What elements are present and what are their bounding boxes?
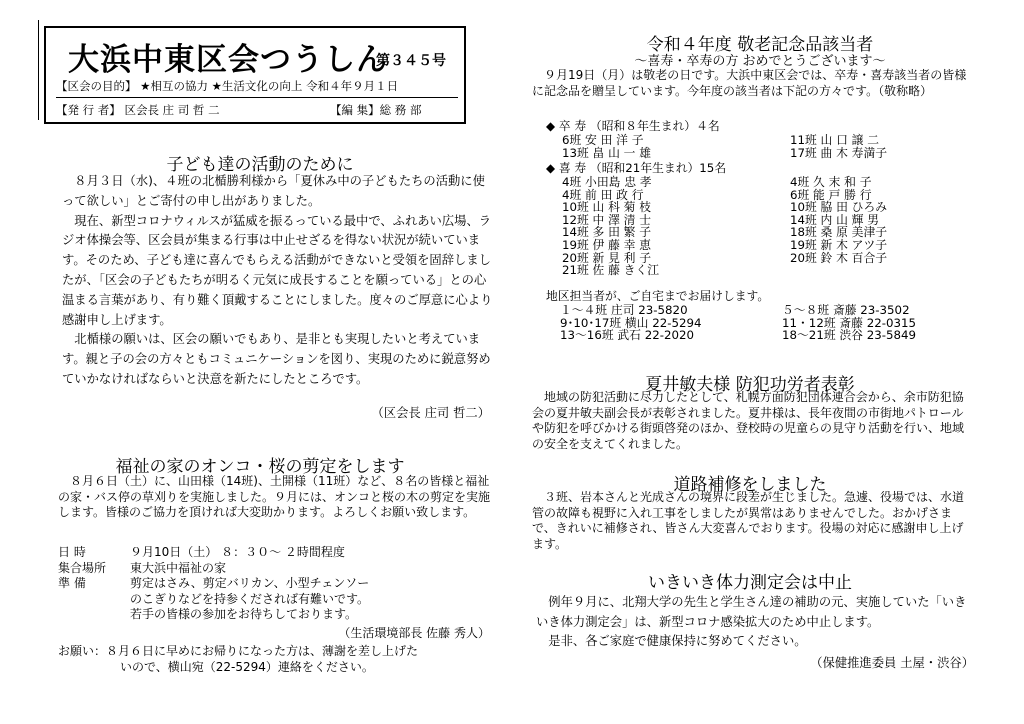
contact: ５～８班 斎藤 23-3502: [782, 303, 910, 317]
respect-intro: ９月19日（月）は敬老の日です。大浜中東区会では、卒寿・喜寿該当者の皆様に記念品を贈呈しています。今年度の該当者は下記の方々です。（敬称略）: [532, 68, 967, 98]
sotsuju-table: [562, 134, 887, 159]
detail-value: ９月10日（土） ８：３０～ ２時間程度: [130, 545, 345, 559]
children-body: [62, 172, 496, 390]
detail-label: 日 時: [58, 545, 86, 559]
road-para: ３班、岩本さんと光成さんの境界に段差が生じました。急遽、役場では、水道管の故障も視野に入れ工事をしましたが異常はありませんでした。おかげさまで、きれいに補修され、皆さん大変喜んでおります。役場の対応に感謝申し上げます。: [532, 490, 965, 551]
crime-para: 地域の防犯活動に尽力したとして、札幌方面防犯団体連合会から、余市防犯協会の夏井敏夫副会長が表彰されました。夏井様は、長年夜間の市街地パトロールや防犯を呼びかける街頭啓発のほか、登校時の児童らの見守り活動を行い、地域の安全を支えてくれました。: [532, 390, 965, 451]
contact: １～４班 庄司 23-5820: [560, 303, 688, 317]
delivery-note: 地区担当者が、ご自宅までお届けします。: [546, 289, 770, 303]
honoree: 4班 小田島 忠 孝: [562, 175, 652, 189]
pruning-para: ８月６日（土）に、山田様（14班)、土開様（11班）など、８名の皆様と福祉の家・バス停の草刈りを実施しました。９月には、オンコと桜の木の剪定を実施します。皆様のご協力を頂ければ大変助かります。よろしくお願い致します。: [58, 474, 491, 519]
honoree: 10班 脇 田 ひろみ: [790, 200, 888, 215]
honoree: 4班 前 田 政 行: [562, 187, 644, 202]
honoree: 21班 佐 藤 きく江: [562, 263, 660, 278]
children-para-3: 北楯様の願いは、区会の願いでもあり、是非とも実現したいと考えています。親と子の会の方々ともコミュニケーションを図り、実現のために鋭意努めていかなければならいと決意を新たにしたところです。: [62, 332, 491, 386]
table-row: [562, 201, 887, 214]
masthead-editor: 【編 集】総 務 部: [330, 103, 422, 117]
table-row: [562, 264, 887, 277]
detail-value: 剪定はさみ、剪定バリカン、小型チェンソー: [130, 576, 370, 590]
request-line-2: いので、横山宛（22-5294）連絡をください。: [120, 659, 374, 674]
fitness-para-2: 是非、各ご家庭で健康保持に努めてください。: [548, 634, 807, 648]
fitness-para-1: 例年９月に、北翔大学の先生と学生さん達の補助の元、実施していた「いきいき体力測定会」は、新型コロナ感染拡大のため中止します。: [536, 595, 967, 629]
honoree: 14班 内 山 輝 男: [790, 212, 879, 227]
respect-heading: 令和４年度 敬老記念品該当者: [646, 35, 874, 55]
contacts-table: [560, 304, 916, 342]
crime-heading: 夏井敏夫様 防犯功労者表彰: [645, 375, 855, 395]
detail-label: 準 備: [58, 576, 86, 590]
honoree: 6班 能 戸 勝 行: [790, 187, 872, 202]
honoree: 12班 中 澤 清 士: [562, 212, 651, 227]
kiju-label: ◆ 喜 寿 （昭和21年生まれ）15名: [546, 161, 727, 175]
masthead-purpose: 【区会の目的】 ★相互の協力 ★生活文化の向上 令和４年９月１日: [56, 79, 399, 93]
honoree: 4班 久 末 和 子: [790, 175, 872, 189]
pruning-request: [58, 644, 498, 675]
road-heading: 道路補修をしました: [673, 475, 827, 495]
contact: 11・12班 斎藤 22-0315: [782, 315, 916, 330]
honoree: [790, 264, 887, 277]
table-row: [562, 147, 887, 160]
newsletter-title: 大浜中東区会つうしん: [68, 42, 388, 78]
table-row: [562, 176, 887, 189]
honoree: 17班 曲 木 寿満子: [790, 145, 888, 160]
children-para-2: 現在、新型コロナウィルスが猛威を振るっている最中で、ふれあい広場、ラジオ体操会等、区会員が集まる行事は中止せざるを得ない状況が続いています。そのため、子ども達に喜んでもらえる活動ができないと受領を固辞しましたが、「区会の子どもたちが明るく元気に成長することを願っている」との心温まる言葉があり、有り難く頂戴することにしました。度々のご厚意に心より感謝申し上げます。: [62, 213, 493, 327]
fitness-heading: いきいき体力測定会は中止: [648, 573, 852, 593]
contact: 18～21班 渋谷 23-5849: [782, 328, 916, 343]
fitness-signature: （保健推進委員 土屋・渋谷）: [810, 656, 974, 670]
honoree: 14班 多 田 繁 子: [562, 225, 651, 240]
honoree: 10班 山 科 菊 枝: [562, 200, 651, 215]
table-row: [562, 134, 887, 147]
honoree: 20班 鈴 木 百合子: [790, 250, 888, 265]
respect-subheading: ～喜寿・卒寿の方 おめでとうございます～: [634, 54, 886, 69]
detail-value: 東大浜中福祉の家: [130, 560, 227, 575]
kiju-table: [562, 176, 887, 277]
detail-value: のこぎりなどを持参くだされば有難いです。: [130, 591, 370, 606]
table-row: [560, 329, 916, 342]
detail-label: 集合場所: [58, 560, 107, 575]
masthead-divider: [56, 97, 458, 98]
honoree: 18班 桑 原 美津子: [790, 225, 888, 240]
honoree: 13班 畠 山 一 雄: [562, 145, 651, 160]
honoree: 11班 山 口 譲 二: [790, 133, 879, 147]
sotsuju-label: ◆ 卒 寿 （昭和８年生まれ）４名: [546, 119, 720, 133]
honoree: 20班 新 見 利 子: [562, 250, 651, 265]
honoree: 6班 安 田 洋 子: [562, 133, 644, 147]
contact: 9･10･17班 横山 22-5294: [560, 315, 702, 330]
table-row: [560, 304, 916, 317]
issue-number: 第３４５号: [376, 53, 446, 69]
children-heading: 子ども達の活動のために: [166, 155, 354, 175]
pruning-heading: 福祉の家のオンコ・桜の剪定をします: [115, 457, 405, 477]
detail-value: 若手の皆様の参加をお待ちしております。: [130, 607, 358, 621]
honoree: 19班 伊 藤 幸 恵: [562, 237, 651, 252]
children-para-1: ８月３日（水)、４班の北楯勝利様から「夏休み中の子どもたちの活動に使って欲しい」とご寄付の申し出がありました。: [62, 174, 485, 208]
pruning-signature: （生活環境部長 佐藤 秀人）: [338, 626, 490, 640]
table-row: [562, 239, 887, 252]
honoree: 19班 新 木 アツ子: [790, 237, 888, 252]
request-line-1: お願い：８月６日に早めにお帰りになった方は、薄謝を差し上げた: [58, 644, 419, 658]
children-signature: （区会長 庄司 哲二）: [371, 406, 490, 420]
masthead-publisher: 【発 行 者】 区会長 庄 司 哲 二: [56, 103, 220, 117]
pruning-details: [58, 545, 492, 623]
contact: 13～16班 武石 22-2020: [560, 328, 694, 343]
